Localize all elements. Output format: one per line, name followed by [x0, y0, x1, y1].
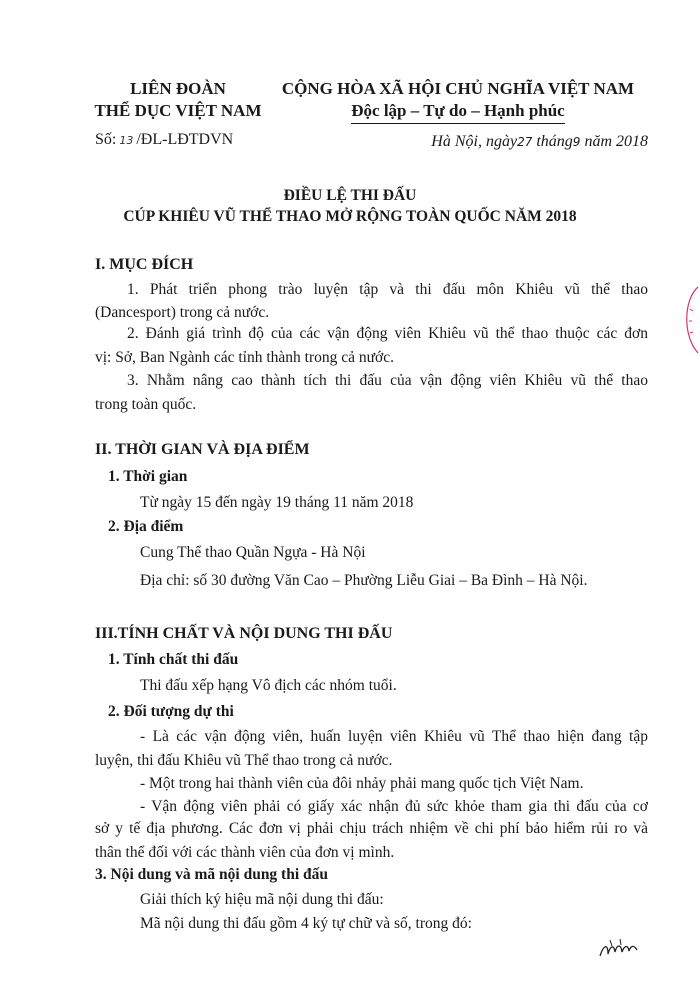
section-3-heading: III.TÍNH CHẤT VÀ NỘI DUNG THI ĐẤU — [95, 625, 393, 642]
section-1-item-2-cont: vị: Sở, Ban Ngành các tỉnh thành trong cả nước. — [95, 349, 394, 366]
document-date: Hà Nội, ngày27 tháng9 năm 2018 — [431, 133, 648, 150]
document-title: ĐIỀU LỆ THI ĐẤU — [283, 187, 417, 204]
org-name-line1: LIÊN ĐOÀN — [130, 79, 226, 98]
section-2-sub-1-text: Từ ngày 15 đến ngày 19 tháng 11 năm 2018 — [140, 494, 414, 511]
section-1-item-1-cont: (Dancesport) trong cả nước. — [95, 304, 270, 321]
section-3-bullet-1: - Là các vận động viên, huấn luyện viên Khiêu vũ Thể thao hiện đang tập — [140, 728, 648, 745]
document-number: Số: 13 /ĐL-LĐTDVN — [95, 131, 234, 148]
section-1-item-1: 1. Phát triển phong trào luyện tập và thi đấu môn Khiêu vũ thể thao — [127, 281, 648, 298]
org-name-line2: THỂ DỤC VIỆT NAM — [94, 101, 262, 120]
section-1-heading: I. MỤC ĐÍCH — [95, 256, 194, 273]
section-3-bullet-1-cont: luyện, thi đấu Khiêu vũ Thể thao trong cả nước. — [95, 752, 393, 769]
section-3-bullet-3: - Vận động viên phải có giấy xác nhận đủ sức khỏe tham gia thi đấu của cơ — [140, 798, 648, 815]
section-3-sub-1-text: Thi đấu xếp hạng Vô địch các nhóm tuổi. — [140, 677, 397, 694]
section-2-sub-1: 1. Thời gian — [108, 468, 188, 485]
section-3-bullet-3-cont-2: thân thể đối với các thành viên của đơn vị mình. — [95, 844, 395, 861]
section-2-sub-2: 2. Địa điểm — [108, 518, 184, 535]
handwritten-day: 27 — [517, 135, 533, 149]
handwritten-month: 9 — [572, 135, 581, 149]
section-1-item-3-cont: trong toàn quốc. — [95, 396, 197, 413]
section-1-item-3: 3. Nhằm nâng cao thành tích thi đấu của vận động viên Khiêu vũ thể thao — [127, 372, 648, 389]
section-3-bullet-3-cont-1: sở y tế địa phương. Các đơn vị phải chịu trách nhiệm về chi phí bảo hiểm rủi ro và — [95, 820, 648, 837]
section-1-item-2: 2. Đánh giá trình độ của các vận động viên Khiêu vũ thể thao thuộc các đơn — [127, 325, 648, 342]
national-motto: Độc lập – Tự do – Hạnh phúc — [351, 100, 564, 124]
section-3-bullet-2: - Một trong hai thành viên của đôi nhảy phải mang quốc tịch Việt Nam. — [140, 775, 584, 792]
stamp-fragment — [676, 285, 700, 355]
country-name: CỘNG HÒA XÃ HỘI CHỦ NGHĨA VIỆT NAM — [281, 79, 635, 98]
initials-signature — [596, 936, 642, 964]
section-3-sub-3-text-2: Mã nội dung thi đấu gồm 4 ký tự chữ và số, trong đó: — [140, 915, 472, 932]
organization-header — [88, 78, 268, 122]
section-3-sub-1: 1. Tính chất thi đấu — [108, 651, 239, 668]
section-2-sub-2-text-2: Địa chỉ: số 30 đường Văn Cao – Phường Liễu Giai – Ba Đình – Hà Nội. — [140, 572, 588, 589]
section-2-heading: II. THỜI GIAN VÀ ĐỊA ĐIỂM — [95, 441, 310, 458]
document-subtitle: CÚP KHIÊU VŨ THỂ THAO MỞ RỘNG TOÀN QUỐC NĂM 2018 — [123, 208, 577, 225]
section-3-sub-3: 3. Nội dung và mã nội dung thi đấu — [95, 866, 329, 883]
section-3-sub-3-text-1: Giải thích ký hiệu mã nội dung thi đấu: — [140, 891, 384, 908]
national-header — [278, 78, 638, 124]
handwritten-doc-number: 13 — [119, 134, 134, 147]
section-2-sub-2-text-1: Cung Thể thao Quần Ngựa - Hà Nội — [140, 544, 366, 561]
section-3-sub-2: 2. Đối tượng dự thi — [108, 703, 234, 720]
